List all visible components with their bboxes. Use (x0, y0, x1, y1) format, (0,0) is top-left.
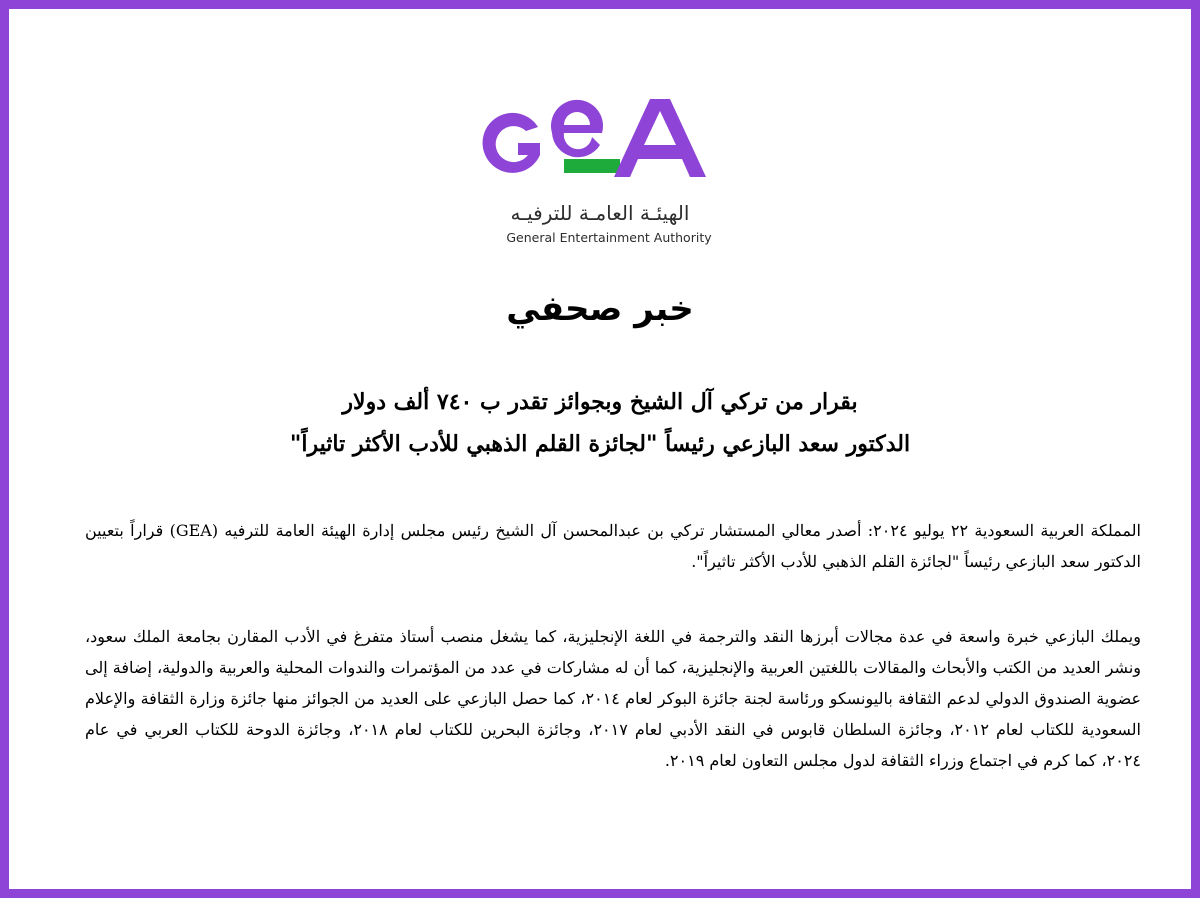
gea-wordmark-logo (480, 97, 720, 189)
headline-line-2: الدكتور سعد البازعي رئيساً "لجائزة القلم الذهبي للأدب الأكثر تاثيراً" (289, 431, 911, 457)
gea-logo (9, 97, 1191, 245)
headline-line-1: بقرار من تركي آل الشيخ وبجوائز تقدر ب ٧٤٠ ألف دولار (342, 389, 858, 415)
logo-english-name: General Entertainment Authority (506, 230, 712, 245)
press-release-label: خبر صحفي (506, 289, 694, 329)
logo-arabic-name: الهيئـة العامـة للترفيـه (510, 201, 690, 225)
body-paragraph-2: ويملك البازعي خبرة واسعة في عدة مجالات أبرزها النقد والترجمة في اللغة الإنجليزية، كما يشغل منصب أستاذ متفرغ في الأدب المقارن بجامعة الملك سعود، ونشر العديد من الكتب والأبحاث والمقالات باللغتين العربية والإنجليزية، كما أن له مشاركات في عدد من المؤتمرات والندوات المحلية والعربية والدولية، إضافة إلى عضوية الصندوق الدولي لدعم الثقافة باليونسكو ورئاسة لجنة جائزة البوكر لعام ٢٠١٤، كما حصل البازعي على العديد من الجوائز منها جائزة وزارة الثقافة والإعلام السعودية للكتاب لعام ٢٠١٢، وجائزة السلطان قابوس في النقد الأدبي لعام ٢٠١٧، وجائزة البحرين للكتاب لعام ٢٠١٨، وجائزة الدوحة للكتاب العربي في عام ٢٠٢٤، كما كرم في اجتماع وزراء الثقافة لدول مجلس التعاون لعام ٢٠١٩. (85, 627, 1142, 770)
body-paragraph-1: المملكة العربية السعودية ٢٢ يوليو ٢٠٢٤: أصدر معالي المستشار تركي بن عبدالمحسن آل الشيخ رئيس مجلس إدارة الهيئة العامة للترفيه (GEA) قراراً بتعيين الدكتور سعد البازعي رئيساً "لجائزة القلم الذهبي للأدب الأكثر تاثيراً". (85, 521, 1141, 571)
